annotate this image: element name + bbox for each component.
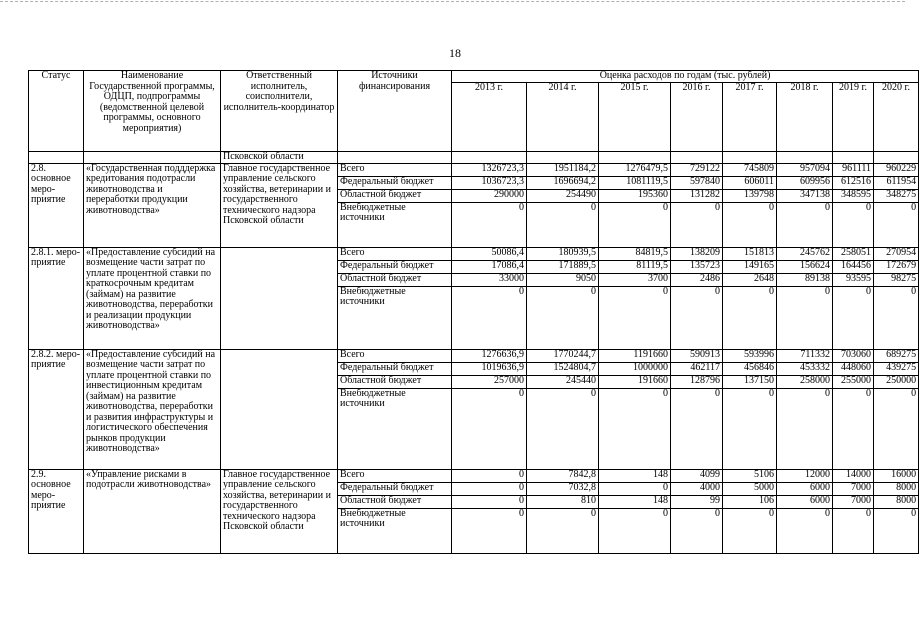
amount-cell: 135723	[671, 260, 723, 273]
amount-cell: 81119,5	[599, 260, 671, 273]
amount-cell: 1019636,9	[452, 362, 527, 375]
amount-cell: 0	[452, 202, 527, 247]
page-number: 18	[449, 46, 461, 60]
amount-cell: 606011	[723, 176, 777, 189]
amount-cell: 2648	[723, 273, 777, 286]
amount-cell: 255000	[833, 375, 874, 388]
amount-cell: 171889,5	[527, 260, 599, 273]
amount-cell: 456846	[723, 362, 777, 375]
amount-cell: 17086,4	[452, 260, 527, 273]
amount-cell: 0	[723, 508, 777, 553]
amount-cell: 16000	[874, 469, 919, 482]
funding-source: Федеральный бюджет	[338, 482, 452, 495]
block-status: 2.8.1. меро- приятие	[29, 247, 84, 349]
amount-cell: 180939,5	[527, 247, 599, 260]
amount-cell: 0	[599, 388, 671, 469]
amount-cell: 0	[833, 388, 874, 469]
header-year: 2016 г.	[671, 82, 723, 152]
funding-source: Всего	[338, 349, 452, 362]
header-name: Наименование Государственной программы, ОДЦП, подпрограммы (ведомственной целевой программы, основного мероприятия)	[84, 71, 221, 152]
carryover-empty	[723, 152, 777, 164]
header-year: 2014 г.	[527, 82, 599, 152]
carryover-empty	[338, 152, 452, 164]
amount-cell: 131282	[671, 189, 723, 202]
carryover-row	[29, 152, 919, 164]
amount-cell: 1696694,2	[527, 176, 599, 189]
funding-source: Внебюджетные источники	[338, 202, 452, 247]
amount-cell: 462117	[671, 362, 723, 375]
amount-cell: 0	[452, 469, 527, 482]
scan-top-edge	[0, 1, 905, 2]
block-status: 2.8. основное меро- приятие	[29, 163, 84, 247]
amount-cell: 290000	[452, 189, 527, 202]
amount-cell: 0	[723, 388, 777, 469]
amount-cell: 99	[671, 495, 723, 508]
amount-cell: 245762	[777, 247, 833, 260]
amount-cell: 0	[777, 202, 833, 247]
amount-cell: 711332	[777, 349, 833, 362]
amount-cell: 148	[599, 495, 671, 508]
amount-cell: 347138	[777, 189, 833, 202]
amount-cell: 0	[452, 482, 527, 495]
amount-cell: 14000	[833, 469, 874, 482]
block-name: «Управление рисками в подотрасли животноводства»	[84, 469, 221, 553]
header-estimate: Оценка расходов по годам (тыс. рублей)	[452, 71, 919, 83]
amount-cell: 7032,8	[527, 482, 599, 495]
carryover-empty	[527, 152, 599, 164]
amount-cell: 0	[671, 508, 723, 553]
carryover-empty	[452, 152, 527, 164]
amount-cell: 2486	[671, 273, 723, 286]
amount-cell: 5000	[723, 482, 777, 495]
funding-source: Федеральный бюджет	[338, 260, 452, 273]
amount-cell: 89138	[777, 273, 833, 286]
amount-cell: 0	[874, 508, 919, 553]
table-row	[29, 247, 919, 260]
header-year: 2019 г.	[833, 82, 874, 152]
funding-source: Внебюджетные источники	[338, 508, 452, 553]
amount-cell: 0	[527, 388, 599, 469]
amount-cell: 0	[777, 388, 833, 469]
carryover-empty	[29, 152, 84, 164]
amount-cell: 0	[452, 508, 527, 553]
amount-cell: 0	[671, 202, 723, 247]
blocks-body	[29, 163, 919, 553]
amount-cell: 195360	[599, 189, 671, 202]
amount-cell: 156624	[777, 260, 833, 273]
amount-cell: 745809	[723, 163, 777, 176]
amount-cell: 98275	[874, 273, 919, 286]
block-status: 2.9. основное меро- приятие	[29, 469, 84, 553]
block-responsible: Главное государственное управление сельского хозяйства, ветеринарии и государственного технического надзора Псковской области	[221, 469, 338, 553]
amount-cell: 1081119,5	[599, 176, 671, 189]
amount-cell: 191660	[599, 375, 671, 388]
amount-cell: 33000	[452, 273, 527, 286]
amount-cell: 93595	[833, 273, 874, 286]
header-year: 2018 г.	[777, 82, 833, 152]
amount-cell: 1770244,7	[527, 349, 599, 362]
amount-cell: 0	[527, 286, 599, 349]
table-row	[29, 163, 919, 176]
carryover-empty	[874, 152, 919, 164]
amount-cell: 0	[874, 388, 919, 469]
amount-cell: 7842,8	[527, 469, 599, 482]
funding-source: Областной бюджет	[338, 189, 452, 202]
block-name: «Предоставление субсидий на возмещение части затрат по уплате процентной ставки по инвестиционным кредитам (займам) на развитие животноводства, переработки и развития инфраструктуры и логистического обеспечения рынков продукции животноводства»	[84, 349, 221, 469]
amount-cell: 0	[874, 286, 919, 349]
block-name: «Государственная подддержка кредитования подотрасли животноводства и переработки продукции животноводства»	[84, 163, 221, 247]
carryover-empty	[84, 152, 221, 164]
funding-source: Всего	[338, 163, 452, 176]
amount-cell: 164456	[833, 260, 874, 273]
amount-cell: 1326723,3	[452, 163, 527, 176]
amount-cell: 1191660	[599, 349, 671, 362]
amount-cell: 5106	[723, 469, 777, 482]
amount-cell: 4000	[671, 482, 723, 495]
block-status: 2.8.2. меро- приятие	[29, 349, 84, 469]
amount-cell: 0	[599, 202, 671, 247]
block-name: «Предоставление субсидий на возмещение части затрат по уплате процентной ставки по краткосрочным кредитам (займам) на развитие животноводства, переработки и реализации продукции животноводства»	[84, 247, 221, 349]
amount-cell: 0	[671, 286, 723, 349]
amount-cell: 254490	[527, 189, 599, 202]
amount-cell: 960229	[874, 163, 919, 176]
amount-cell: 270954	[874, 247, 919, 260]
amount-cell: 128796	[671, 375, 723, 388]
amount-cell: 0	[452, 495, 527, 508]
amount-cell: 0	[599, 508, 671, 553]
amount-cell: 0	[874, 202, 919, 247]
amount-cell: 348275	[874, 189, 919, 202]
table-row	[29, 469, 919, 482]
funding-source: Областной бюджет	[338, 273, 452, 286]
amount-cell: 810	[527, 495, 599, 508]
amount-cell: 245440	[527, 375, 599, 388]
amount-cell: 257000	[452, 375, 527, 388]
amount-cell: 8000	[874, 495, 919, 508]
header-status: Статус	[29, 71, 84, 152]
amount-cell: 7000	[833, 495, 874, 508]
amount-cell: 139798	[723, 189, 777, 202]
amount-cell: 84819,5	[599, 247, 671, 260]
amount-cell: 0	[599, 482, 671, 495]
amount-cell: 0	[671, 388, 723, 469]
amount-cell: 0	[833, 508, 874, 553]
amount-cell: 0	[452, 286, 527, 349]
amount-cell: 957094	[777, 163, 833, 176]
amount-cell: 1951184,2	[527, 163, 599, 176]
funding-source: Областной бюджет	[338, 495, 452, 508]
header-sources: Источники финансирования	[338, 71, 452, 152]
amount-cell: 0	[599, 286, 671, 349]
carryover-empty	[833, 152, 874, 164]
amount-cell: 137150	[723, 375, 777, 388]
amount-cell: 0	[452, 388, 527, 469]
funding-source: Внебюджетные источники	[338, 388, 452, 469]
table-row	[29, 349, 919, 362]
amount-cell: 258000	[777, 375, 833, 388]
expenditure-table	[28, 70, 919, 554]
amount-cell: 148	[599, 469, 671, 482]
amount-cell: 0	[777, 508, 833, 553]
funding-source: Всего	[338, 247, 452, 260]
amount-cell: 3700	[599, 273, 671, 286]
header-year: 2017 г.	[723, 82, 777, 152]
amount-cell: 258051	[833, 247, 874, 260]
amount-cell: 8000	[874, 482, 919, 495]
carryover-empty	[777, 152, 833, 164]
funding-source: Федеральный бюджет	[338, 362, 452, 375]
amount-cell: 0	[527, 202, 599, 247]
amount-cell: 7000	[833, 482, 874, 495]
amount-cell: 172679	[874, 260, 919, 273]
carryover-empty	[671, 152, 723, 164]
amount-cell: 1276479,5	[599, 163, 671, 176]
amount-cell: 593996	[723, 349, 777, 362]
carryover-empty	[599, 152, 671, 164]
amount-cell: 453332	[777, 362, 833, 375]
header-year: 2013 г.	[452, 82, 527, 152]
amount-cell: 439275	[874, 362, 919, 375]
amount-cell: 1036723,3	[452, 176, 527, 189]
amount-cell: 138209	[671, 247, 723, 260]
amount-cell: 0	[833, 202, 874, 247]
amount-cell: 729122	[671, 163, 723, 176]
funding-source: Областной бюджет	[338, 375, 452, 388]
amount-cell: 9050	[527, 273, 599, 286]
amount-cell: 151813	[723, 247, 777, 260]
amount-cell: 6000	[777, 482, 833, 495]
amount-cell: 250000	[874, 375, 919, 388]
amount-cell: 0	[833, 286, 874, 349]
amount-cell: 703060	[833, 349, 874, 362]
amount-cell: 590913	[671, 349, 723, 362]
amount-cell: 106	[723, 495, 777, 508]
header-responsible: Ответственный исполнитель, соисполнители, исполнитель-координатор	[221, 71, 338, 152]
carryover-responsible: Псковской области	[221, 152, 338, 164]
amount-cell: 597840	[671, 176, 723, 189]
amount-cell: 609956	[777, 176, 833, 189]
amount-cell: 1000000	[599, 362, 671, 375]
amount-cell: 612516	[833, 176, 874, 189]
amount-cell: 0	[527, 508, 599, 553]
amount-cell: 961111	[833, 163, 874, 176]
funding-source: Федеральный бюджет	[338, 176, 452, 189]
header-year: 2020 г.	[874, 82, 919, 152]
block-responsible: Главное государственное управление сельского хозяйства, ветеринарии и государственного технического надзора Псковской области	[221, 163, 338, 247]
amount-cell: 1524804,7	[527, 362, 599, 375]
block-responsible	[221, 247, 338, 349]
amount-cell: 348595	[833, 189, 874, 202]
amount-cell: 6000	[777, 495, 833, 508]
amount-cell: 611954	[874, 176, 919, 189]
header-year: 2015 г.	[599, 82, 671, 152]
amount-cell: 50086,4	[452, 247, 527, 260]
amount-cell: 689275	[874, 349, 919, 362]
block-responsible	[221, 349, 338, 469]
amount-cell: 149165	[723, 260, 777, 273]
amount-cell: 12000	[777, 469, 833, 482]
funding-source: Внебюджетные источники	[338, 286, 452, 349]
amount-cell: 1276636,9	[452, 349, 527, 362]
amount-cell: 0	[777, 286, 833, 349]
amount-cell: 4099	[671, 469, 723, 482]
amount-cell: 0	[723, 202, 777, 247]
funding-source: Всего	[338, 469, 452, 482]
header-row	[29, 71, 919, 83]
amount-cell: 448060	[833, 362, 874, 375]
amount-cell: 0	[723, 286, 777, 349]
